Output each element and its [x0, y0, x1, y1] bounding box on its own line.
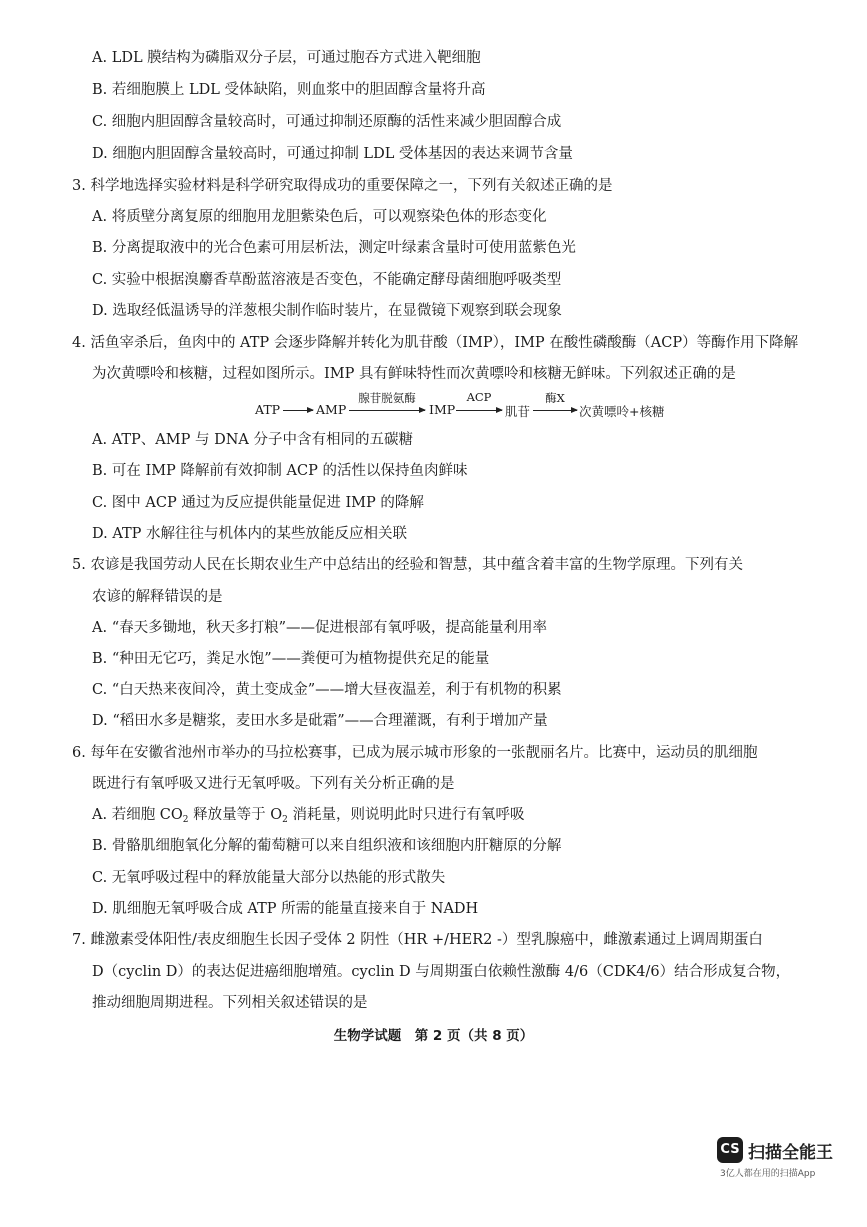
q5-stem-line2: 农谚的解释错误的是: [92, 589, 223, 605]
q6-stem-line2: 既进行有氧呼吸又进行无氧呼吸。下列有关分析正确的是: [92, 776, 455, 792]
q5-option-a: A. “春天多锄地，秋天多打粮”——促进根部有氧呼吸，提高能量利用率: [92, 620, 548, 636]
q6-a-subscript2: 2: [282, 815, 288, 825]
node-atp: ATP: [255, 402, 281, 417]
q6-option-a: [92, 805, 524, 827]
q2-option-c: C. 细胞内胆固醇含量较高时，可通过抑制还原酶的活性来减少胆固醇合成: [92, 114, 562, 130]
q3-option-a: A. 将质壁分离复原的细胞用龙胆紫染色后，可以观察染色体的形态变化: [92, 209, 547, 225]
q7-stem-line1: 7. 雌激素受体阳性/表皮细胞生长因子受体 2 阴性（HR +/HER2 -）型乳腺癌中，雌激素通过上调周期蛋白: [72, 932, 763, 948]
q2-option-d: D. 细胞内胆固醇含量较高时，可通过抑制 LDL 受体基因的表达来调节含量: [92, 146, 573, 162]
page-footer: 生物学试题 第 2 页（共 8 页）: [333, 1028, 534, 1044]
q6-a-part1: A. 若细胞 CO: [92, 807, 183, 823]
q6-a-part3: 消耗量，则说明此时只进行有氧呼吸: [287, 807, 525, 823]
q7-stem-line2: D（cyclin D）的表达促进癌细胞增殖。cyclin D 与周期蛋白依赖性激酶 4/6（CDK4/6）结合形成复合物，: [92, 964, 791, 980]
q6-stem-line1: 6. 每年在安徽省池州市举办的马拉松赛事，已成为展示城市形象的一张靓丽名片。比赛中，运动员的肌细胞: [72, 745, 758, 761]
q4-option-c: C. 图中 ACP 通过为反应提供能量促进 IMP 的降解: [92, 495, 424, 511]
q3-option-b: B. 分离提取液中的光合色素可用层析法，测定叶绿素含量时可使用蓝紫色光: [92, 240, 576, 256]
reaction-diagram: [255, 390, 665, 420]
label-enzyme1: 腺苷脱氨酶: [358, 391, 416, 405]
node-imp: IMP: [429, 402, 456, 417]
q4-stem-line1: 4. 活鱼宰杀后，鱼肉中的 ATP 会逐步降解并转化为肌苷酸（IMP），IMP 在酸性磷酸酶（ACP）等酶作用下降解: [72, 335, 799, 351]
q5-option-d: D. “稻田水多是糖浆，麦田水多是砒霜”——合理灌溉，有利于增加产量: [92, 713, 548, 729]
arrow-inosine-products: [533, 410, 577, 411]
q2-option-a: A. LDL 膜结构为磷脂双分子层，可通过胞吞方式进入靶细胞: [92, 50, 481, 66]
q7-stem-line3: 推动细胞周期进程。下列相关叙述错误的是: [92, 995, 368, 1011]
q3-option-c: C. 实验中根据溴麝香草酚蓝溶液是否变色，不能确定酵母菌细胞呼吸类型: [92, 272, 562, 288]
q5-option-c: C. “白天热来夜间冷，黄土变成金”——增大昼夜温差，利于有机物的积累: [92, 682, 562, 698]
q6-option-b: B. 骨骼肌细胞氧化分解的葡萄糖可以来自组织液和该细胞内肝糖原的分解: [92, 838, 562, 854]
q3-stem: 3. 科学地选择实验材料是科学研究取得成功的重要保障之一，下列有关叙述正确的是: [72, 178, 613, 194]
arrow-imp-inosine: [456, 410, 502, 411]
q4-stem-line2: 为次黄嘌呤和核糖，过程如图所示。IMP 具有鲜味特性而次黄嘌呤和核糖无鲜味。下列叙述正确的是: [92, 366, 736, 382]
arrow-amp-imp: [349, 410, 425, 411]
node-inosine: 肌苷: [505, 404, 531, 419]
camscanner-name: 扫描全能王: [748, 1143, 833, 1163]
camscanner-tagline: 3亿人都在用的扫描App: [720, 1169, 816, 1179]
q5-option-b: B. “种田无它巧，粪足水饱”——粪便可为植物提供充足的能量: [92, 651, 490, 667]
q4-option-a: A. ATP、AMP 与 DNA 分子中含有相同的五碳糖: [92, 432, 413, 448]
label-enzyme2: ACP: [466, 390, 492, 404]
q4-option-b: B. 可在 IMP 降解前有效抑制 ACP 的活性以保持鱼肉鲜味: [92, 463, 468, 479]
camscanner-logo-icon: CS: [717, 1137, 743, 1163]
arrow-atp-amp: [283, 410, 313, 411]
node-products: 次黄嘌呤+核糖: [579, 404, 665, 419]
q6-a-part2: 释放量等于 O: [188, 807, 283, 823]
q4-option-d: D. ATP 水解往往与机体内的某些放能反应相关联: [92, 526, 408, 542]
q6-option-d: D. 肌细胞无氧呼吸合成 ATP 所需的能量直接来自于 NADH: [92, 901, 479, 917]
node-amp: AMP: [316, 402, 347, 417]
q6-a-subscript1: 2: [182, 815, 189, 825]
q2-option-b: B. 若细胞膜上 LDL 受体缺陷，则血浆中的胆固醇含量将升高: [92, 82, 486, 98]
label-enzyme3: 酶X: [545, 391, 565, 405]
q6-option-c: C. 无氧呼吸过程中的释放能量大部分以热能的形式散失: [92, 870, 446, 886]
q5-stem-line1: 5. 农谚是我国劳动人民在长期农业生产中总结出的经验和智慧，其中蕴含着丰富的生物学原理。下列有关: [72, 557, 743, 573]
q3-option-d: D. 选取经低温诱导的洋葱根尖制作临时装片，在显微镜下观察到联会现象: [92, 303, 562, 319]
